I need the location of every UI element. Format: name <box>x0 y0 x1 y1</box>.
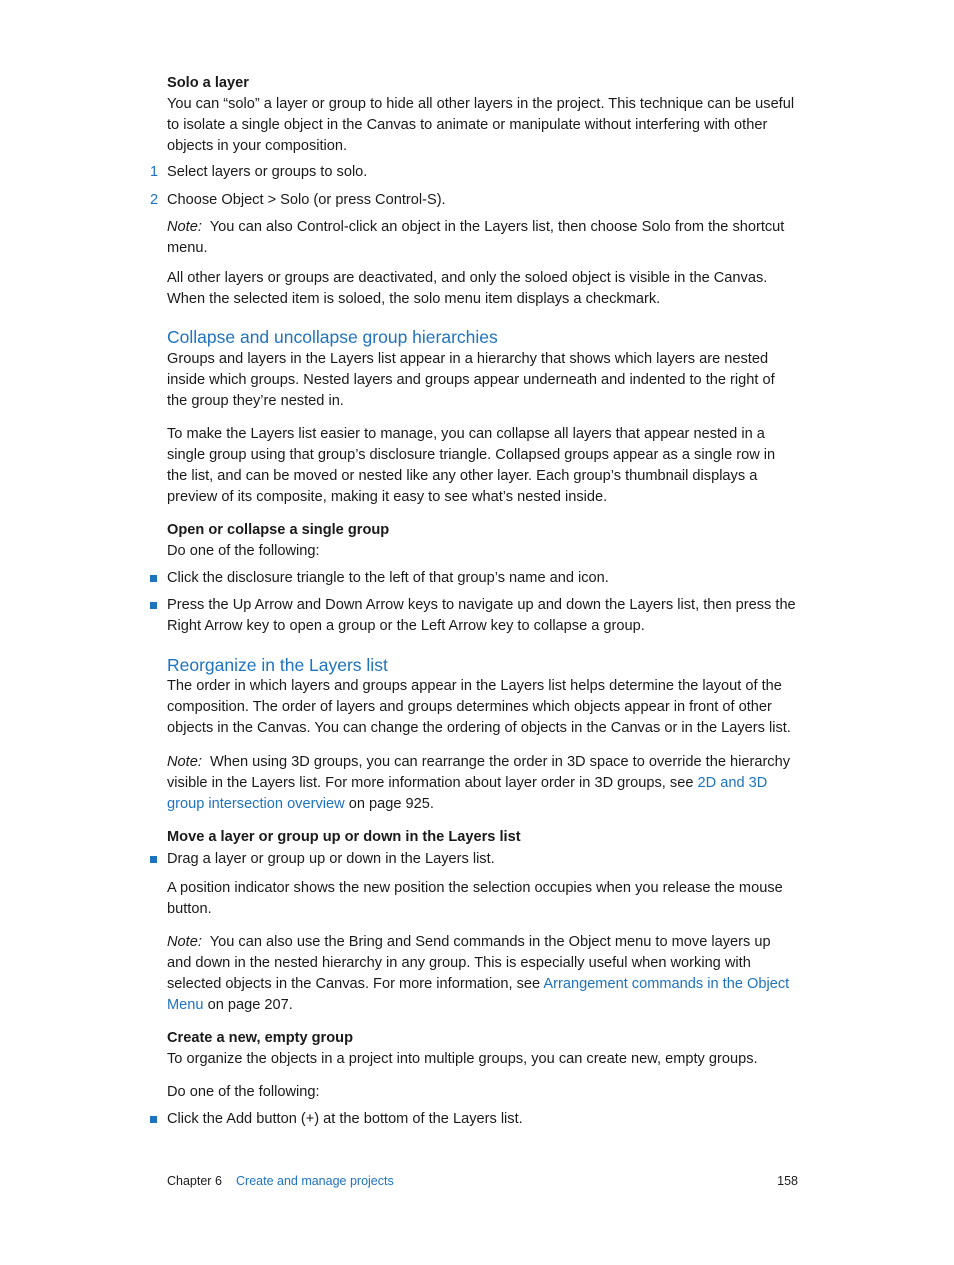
reorganize-note-1 <box>167 752 797 815</box>
step-2: Choose Object > Solo (or press Control-S). <box>167 192 446 208</box>
section-title-collapse: Collapse and uncollapse group hierarchies <box>167 327 498 347</box>
create-bullet: Click the Add button (+) at the bottom of the Layers list. <box>167 1111 523 1127</box>
link-arrangement-commands[interactable]: Arrangement commands in the Object Menu <box>167 976 790 1013</box>
move-heading <box>167 827 797 848</box>
create-task-heading: Create a new, empty group <box>167 1030 353 1046</box>
create-section <box>167 1028 797 1070</box>
collapse-para-2: To make the Layers list easier to manage, you can collapse all layers that appear nested in a single group using that group’s disclosure triangle. Collapsed groups appear as a single row in the list, and can be moved or nested like any other layer. Each group’s thumbnail displays a preview of its composite, making it easy to see what’s nested inside. <box>167 426 776 505</box>
footer-page-number: 158 <box>777 1174 798 1188</box>
create-intro: To organize the objects in a project into multiple groups, you can create new, empty groups. <box>167 1051 758 1067</box>
create-do-one: Do one of the following: <box>167 1084 320 1100</box>
step-1: Select layers or groups to solo. <box>167 164 368 180</box>
note-label: Note: <box>167 219 202 235</box>
note-text: You can also Control-click an object in the Layers list, then choose Solo from the shortcut menu. <box>167 219 785 256</box>
bullet-marker <box>150 1116 157 1123</box>
solo-note <box>167 217 797 259</box>
footer-chapter-title-link[interactable]: Create and manage projects <box>236 1174 394 1188</box>
bullet-marker <box>150 856 157 863</box>
bullet-marker <box>150 602 157 609</box>
bullet-marker <box>150 575 157 582</box>
move-bullet: Drag a layer or group up or down in the Layers list. <box>167 851 495 867</box>
link-2d-3d-group-intersection[interactable]: 2D and 3D group intersection overview <box>167 775 768 812</box>
note-label: Note: <box>167 754 202 770</box>
section-title-reorganize: Reorganize in the Layers list <box>167 655 388 675</box>
solo-heading: Solo a layer <box>167 75 249 91</box>
collapse-task-intro: Do one of the following: <box>167 543 320 559</box>
step-number-1: 1 <box>150 164 159 180</box>
note-page-ref: on page 207. <box>207 997 293 1013</box>
note-text: When using 3D groups, you can rearrange the order in 3D space to override the hierarchy visible in the Layers list. For more information about layer order in 3D groups, see <box>167 754 791 791</box>
note-page-ref: on page 925. <box>348 796 434 812</box>
reorganize-note-2 <box>167 932 797 1016</box>
move-result: A position indicator shows the new position the selection occupies when you release the mouse button. <box>167 880 783 917</box>
reorganize-para-1: The order in which layers and groups appear in the Layers list helps determine the layout of the composition. The order of layers and groups determines which objects appear in front of other objects in the Canvas. You can change the ordering of objects in the Canvas or in the Layers list. <box>167 678 791 736</box>
solo-section <box>167 73 797 157</box>
collapse-task <box>167 520 797 562</box>
collapse-bullet-2: Press the Up Arrow and Down Arrow keys to navigate up and down the Layers list, then press the Right Arrow key to open a group or the Left Arrow key to collapse a group. <box>167 597 796 634</box>
step-number-2: 2 <box>150 192 159 208</box>
solo-intro: You can “solo” a layer or group to hide all other layers in the project. This technique can be useful to isolate a single object in the Canvas to animate or manipulate without interfering with other objects in your composition. <box>167 96 795 154</box>
collapse-bullet-1: Click the disclosure triangle to the left of that group’s name and icon. <box>167 570 609 586</box>
collapse-task-heading: Open or collapse a single group <box>167 522 390 538</box>
move-task-heading: Move a layer or group up or down in the Layers list <box>167 829 521 845</box>
note-label: Note: <box>167 934 202 950</box>
note-text: You can also use the Bring and Send commands in the Object menu to move layers up and down in the nested hierarchy in any group. This is especially useful when working with selected objects in the Canvas. For more information, see <box>167 934 771 992</box>
footer-chapter: Chapter 6 <box>167 1174 222 1188</box>
solo-result: All other layers or groups are deactivated, and only the soloed object is visible in the Canvas. When the selected item is soloed, the solo menu item displays a checkmark. <box>167 270 768 307</box>
collapse-para-1: Groups and layers in the Layers list appear in a hierarchy that shows which layers are nested inside which groups. Nested layers and groups appear underneath and indented to the right of the group they’re nested in. <box>167 351 775 409</box>
